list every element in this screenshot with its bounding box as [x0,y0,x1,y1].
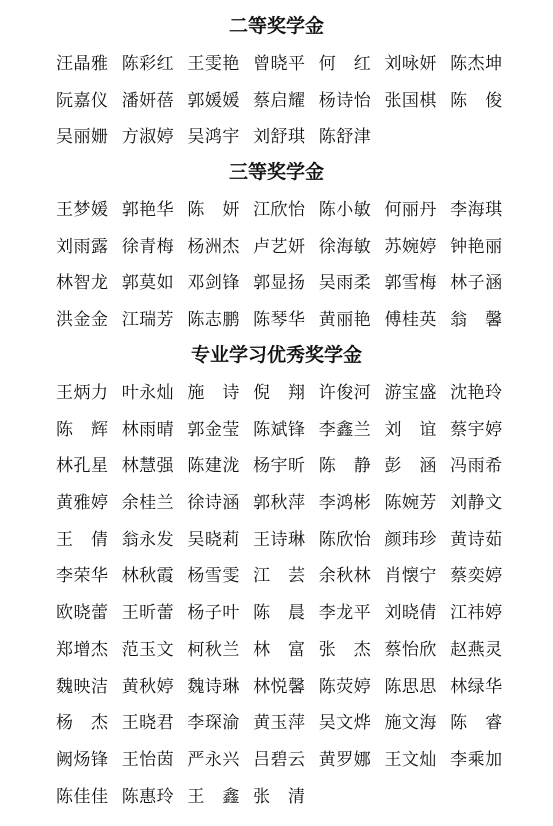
name-cell: 陈志鹏 [187,310,240,331]
name-row [56,269,516,306]
name-cell: 李乘加 [450,749,503,770]
name-cell: 欧晓蕾 [56,603,109,624]
name-cell: 方淑婷 [121,127,175,148]
name-cell: 范玉文 [121,639,175,660]
name-cell: 林慧强 [121,456,175,477]
name-cell: 黄秋婷 [121,676,175,697]
name-cell: 黄丽艳 [318,310,372,331]
name-row [56,306,516,343]
name-cell: 吕碧云 [253,749,306,770]
name-cell: 吴文烨 [318,713,372,734]
section-title-second-prize: 二等奖学金 [228,15,324,37]
name-grid-third-prize [56,196,516,343]
name-cell: 张 清 [253,786,306,807]
name-cell: 王 倩 [56,529,109,550]
name-cell: 汪晶雅 [56,54,109,74]
name-cell: 蔡启耀 [253,90,306,111]
name-cell: 陈 辉 [56,419,109,440]
name-cell: 彭 涵 [384,456,437,477]
name-cell: 陈 晨 [253,603,306,624]
name-cell: 魏映洁 [56,676,109,697]
name-cell: 陈佳佳 [56,786,109,807]
name-cell: 余秋林 [318,566,372,587]
name-cell: 刘咏妍 [384,54,437,74]
name-cell: 赵燕灵 [450,639,503,660]
name-cell: 翁永发 [121,529,175,550]
name-cell: 江欣怡 [253,200,306,220]
name-cell: 王文灿 [384,749,437,770]
name-cell: 陈彩红 [121,54,175,74]
name-cell: 陈建泷 [187,456,240,477]
name-cell: 郭秋萍 [253,493,306,514]
name-cell: 陈 俊 [450,90,503,111]
name-row [56,50,516,87]
name-cell: 林孔星 [56,456,109,477]
name-grid-second-prize [56,50,516,160]
name-cell: 杨雪雯 [187,566,240,587]
name-cell: 林智龙 [56,273,109,294]
name-cell: 郭莫如 [121,273,175,294]
name-row [56,673,516,710]
name-row [56,233,516,270]
name-cell: 许俊河 [318,383,372,403]
name-cell: 刘雨露 [56,236,109,257]
name-cell: 杨宇昕 [253,456,306,477]
section-title-academic-excellence: 专业学习优秀奖学金 [190,344,362,366]
name-cell: 倪 翔 [253,383,306,403]
name-cell: 阙炀锋 [56,749,109,770]
name-cell: 吴鸿宇 [187,127,240,148]
name-cell: 吴晓莉 [187,529,240,550]
name-cell: 陈 妍 [187,200,240,220]
name-cell: 魏诗琳 [187,676,240,697]
name-row [56,526,516,563]
name-cell: 郭金莹 [187,419,240,440]
name-cell: 陈斌锋 [253,419,306,440]
name-cell: 江祎婷 [450,603,503,624]
name-cell: 蔡宇婷 [450,419,503,440]
name-cell: 江瑞芳 [121,310,175,331]
name-cell: 江 芸 [253,566,306,587]
name-cell: 郑增杰 [56,639,109,660]
name-cell: 阮嘉仪 [56,90,109,111]
name-cell: 陈小敏 [318,200,372,220]
name-cell: 王雯艳 [187,54,240,74]
name-cell: 肖懐宁 [384,566,437,587]
name-cell: 刘静文 [450,493,503,514]
name-cell: 王梦媛 [56,200,109,220]
name-cell: 严永兴 [187,749,240,770]
name-cell: 邓剑锋 [187,273,240,294]
name-cell: 柯秋兰 [187,639,240,660]
name-row [56,489,516,526]
name-row [56,379,516,416]
name-cell: 郭艳华 [121,200,175,220]
name-cell: 余桂兰 [121,493,175,514]
name-row [56,746,516,783]
name-row [56,636,516,673]
name-cell: 陈思思 [384,676,437,697]
name-cell: 李鸿彬 [318,493,372,514]
name-cell: 陈惠玲 [121,786,175,807]
name-cell: 吴雨柔 [318,273,372,294]
name-row [56,709,516,746]
name-cell: 王晓君 [121,713,175,734]
name-cell: 刘 谊 [384,419,437,440]
name-cell: 王昕蕾 [121,603,175,624]
name-cell: 卢艺妍 [253,236,306,257]
name-cell: 潘妍蓓 [121,90,175,111]
name-cell: 黄玉萍 [253,713,306,734]
name-row [56,416,516,453]
name-cell: 郭雪梅 [384,273,437,294]
name-cell: 陈 睿 [450,713,503,734]
name-cell: 林雨晴 [121,419,175,440]
name-cell: 张国棋 [384,90,437,111]
name-row [56,452,516,489]
name-cell: 王炳力 [56,383,109,403]
name-cell: 颜玮珍 [384,529,437,550]
name-cell: 黄罗娜 [318,749,372,770]
name-cell: 王诗琳 [253,529,306,550]
name-grid-academic-excellence [56,379,516,819]
name-cell: 林 富 [253,639,306,660]
name-row [56,783,516,820]
name-cell: 曾晓平 [253,54,306,74]
name-cell: 徐青梅 [121,236,175,257]
name-cell: 何丽丹 [384,200,437,220]
name-cell: 蔡奕婷 [450,566,503,587]
name-cell: 刘舒琪 [253,127,306,148]
name-cell: 陈欣怡 [318,529,372,550]
name-cell: 徐海敏 [318,236,372,257]
name-cell: 郭显扬 [253,273,306,294]
name-row [56,196,516,233]
name-cell: 李琛渝 [187,713,240,734]
name-cell: 刘晓倩 [384,603,437,624]
name-cell: 李龙平 [318,603,372,624]
name-cell: 林子涵 [450,273,503,294]
name-cell: 陈 静 [318,456,372,477]
name-row [56,562,516,599]
name-cell: 洪金金 [56,310,109,331]
name-cell: 李海琪 [450,200,503,220]
name-cell: 杨诗怡 [318,90,372,111]
name-cell: 陈舒津 [318,127,372,148]
name-cell: 苏婉婷 [384,236,437,257]
name-cell: 林悦馨 [253,676,306,697]
name-cell: 徐诗涵 [187,493,240,514]
name-cell: 沈艳玲 [450,383,503,403]
name-cell: 林秋霞 [121,566,175,587]
name-cell: 何 红 [318,54,372,74]
name-cell: 黄雅婷 [56,493,109,514]
name-cell: 杨 杰 [56,713,109,734]
name-cell: 吴丽姗 [56,127,109,148]
name-cell: 施文海 [384,713,437,734]
section-title-third-prize: 三等奖学金 [228,161,324,183]
name-cell: 王 鑫 [187,786,240,807]
name-row [56,123,516,160]
name-row [56,87,516,124]
name-cell: 施 诗 [187,383,240,403]
name-cell: 李荣华 [56,566,109,587]
name-cell: 陈婉芳 [384,493,437,514]
name-cell: 杨子叶 [187,603,240,624]
name-cell: 杨洲杰 [187,236,240,257]
name-cell: 傅桂英 [384,310,437,331]
name-cell: 林绿华 [450,676,503,697]
name-cell: 翁 馨 [450,310,503,331]
name-cell: 郭媛媛 [187,90,240,111]
name-cell: 钟艳丽 [450,236,503,257]
name-cell: 冯雨希 [450,456,503,477]
name-cell: 陈琴华 [253,310,306,331]
name-cell: 张 杰 [318,639,372,660]
name-row [56,599,516,636]
name-cell: 叶永灿 [121,383,175,403]
name-cell: 陈荧婷 [318,676,372,697]
name-cell: 蔡怡欣 [384,639,437,660]
name-cell: 王怡茵 [121,749,175,770]
name-cell: 陈杰坤 [450,54,503,74]
name-cell: 李鑫兰 [318,419,372,440]
name-cell: 黄诗茹 [450,529,503,550]
name-cell: 游宝盛 [384,383,437,403]
